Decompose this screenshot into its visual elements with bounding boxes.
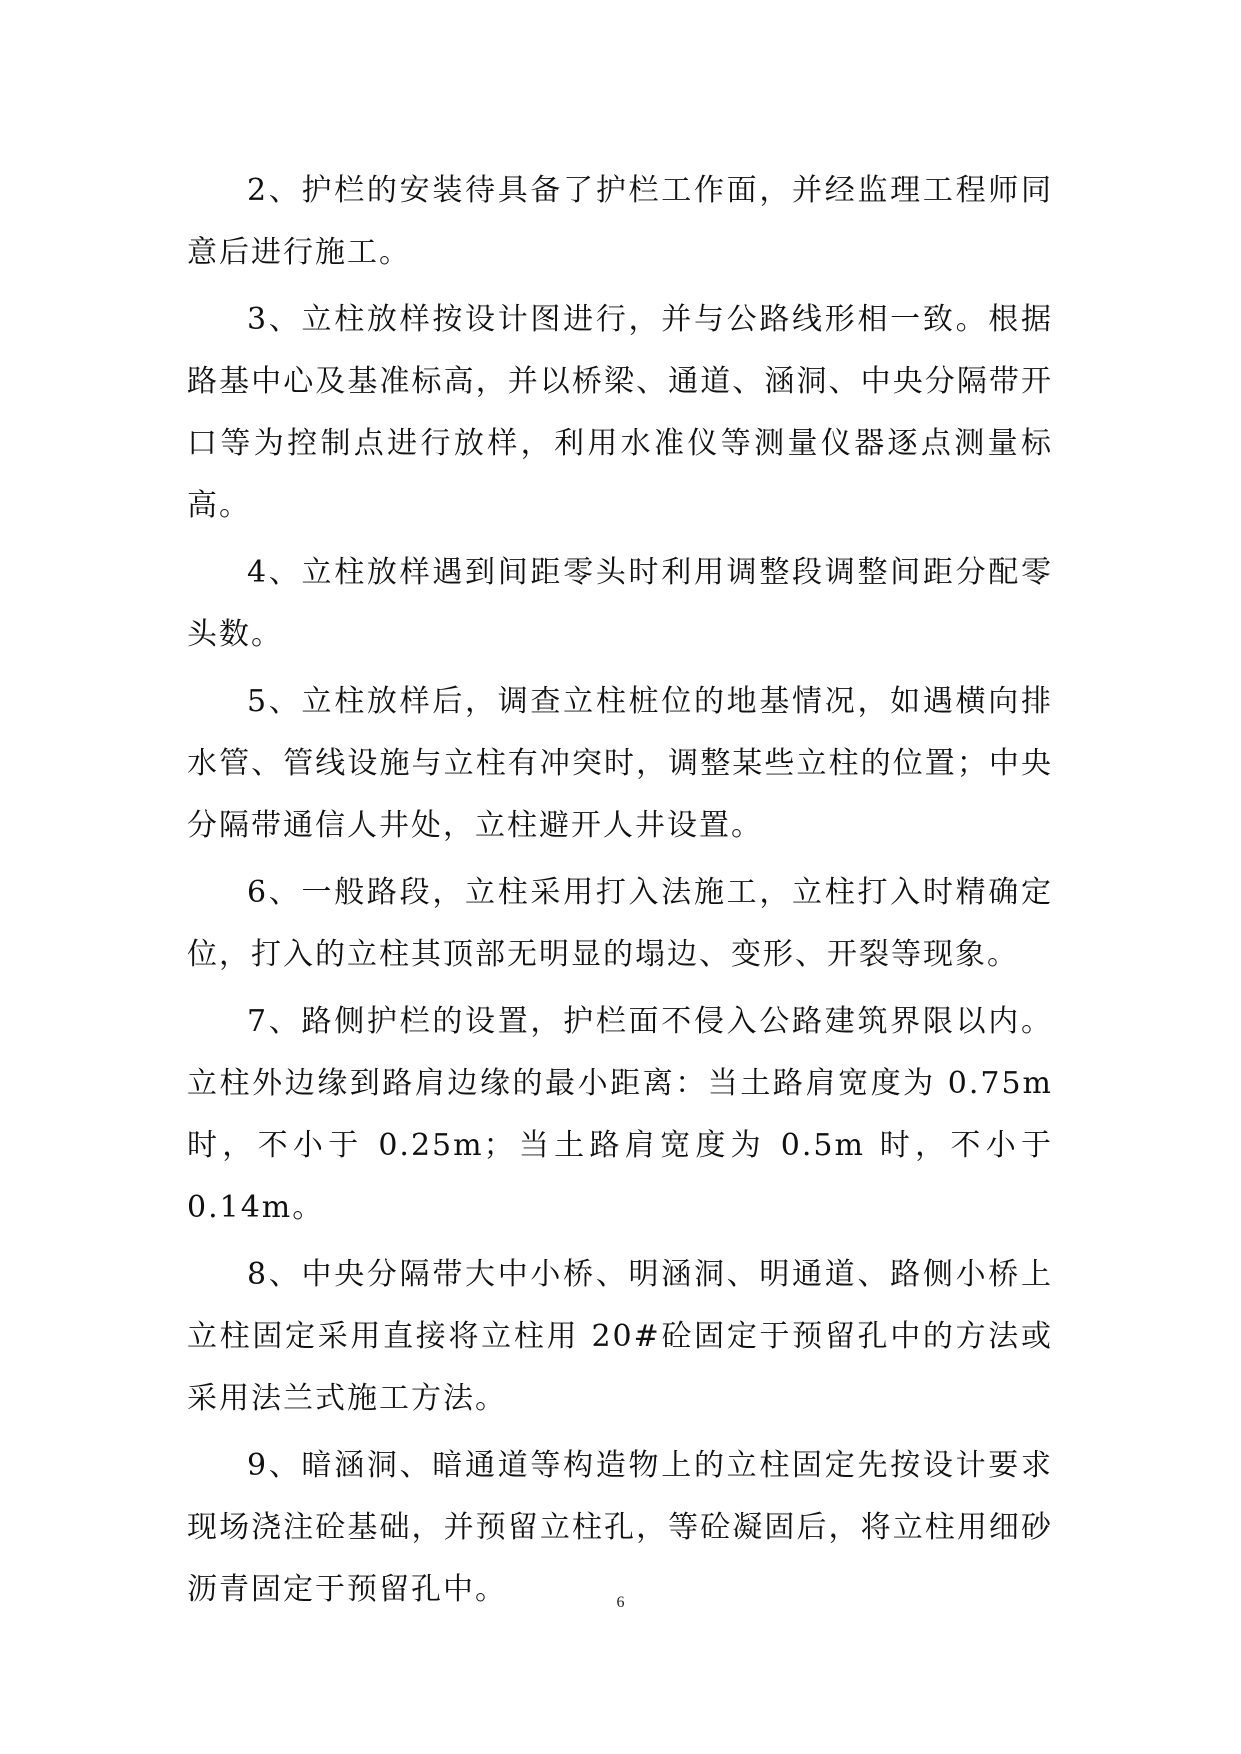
paragraph-7: 7、路侧护栏的设置，护栏面不侵入公路建筑界限以内。立柱外边缘到路肩边缘的最小距离：当土路肩宽度为 0.75m 时，不小于 0.25m；当土路肩宽度为 0.5m 时，不小于 0.14m。 [187, 1004, 1053, 1225]
page-number: 6 [616, 1594, 625, 1611]
paragraph-9: 9、暗涵洞、暗通道等构造物上的立柱固定先按设计要求现场浇注砼基础，并预留立柱孔，等砼凝固后，将立柱用细砂沥青固定于预留孔中。 [187, 1448, 1053, 1607]
paragraph-6: 6、一般路段，立柱采用打入法施工，立柱打入时精确定位，打入的立柱其顶部无明显的塌边、变形、开裂等现象。 [187, 875, 1053, 972]
paragraph-8: 8、中央分隔带大中小桥、明涵洞、明通道、路侧小桥上立柱固定采用直接将立柱用 20#砼固定于预留孔中的方法或采用法兰式施工方法。 [187, 1257, 1053, 1416]
paragraph-3: 3、立柱放样按设计图进行，并与公路线形相一致。根据路基中心及基准标高，并以桥梁、通道、涵洞、中央分隔带开口等为控制点进行放样，利用水准仪等测量仪器逐点测量标高。 [187, 302, 1053, 523]
paragraph-4: 4、立柱放样遇到间距零头时利用调整段调整间距分配零头数。 [187, 555, 1053, 652]
document-body [187, 160, 1053, 1626]
paragraph-5: 5、立柱放样后，调查立柱桩位的地基情况，如遇横向排水管、管线设施与立柱有冲突时，调整某些立柱的位置；中央分隔带通信人井处，立柱避开人井设置。 [187, 684, 1053, 843]
paragraph-2: 2、护栏的安装待具备了护栏工作面，并经监理工程师同意后进行施工。 [187, 173, 1053, 270]
